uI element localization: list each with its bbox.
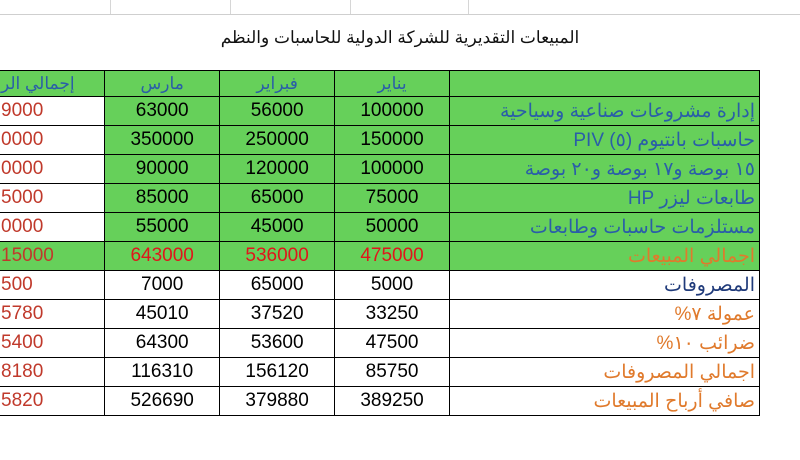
- total-value: 8180: [1, 361, 44, 382]
- cell-jan[interactable]: 389250: [335, 387, 450, 416]
- cell-jan[interactable]: 50000: [335, 213, 450, 242]
- total-value: 0000: [1, 216, 44, 237]
- cell-feb[interactable]: 53600: [220, 329, 335, 358]
- cell-mar[interactable]: 85000: [105, 184, 220, 213]
- table-row: [0, 213, 760, 242]
- cell-jan[interactable]: 85750: [335, 358, 450, 387]
- cell-label[interactable]: ضرائب ١٠%: [450, 329, 760, 358]
- cell-jan[interactable]: 475000: [335, 242, 450, 271]
- cell-total[interactable]: [0, 271, 105, 300]
- cell-jan[interactable]: 33250: [335, 300, 450, 329]
- total-value: 5780: [1, 303, 44, 324]
- cell-jan[interactable]: 150000: [335, 126, 450, 155]
- table-row: [0, 242, 760, 271]
- table-row: [0, 97, 760, 126]
- cell-jan[interactable]: 100000: [335, 155, 450, 184]
- cell-total[interactable]: [0, 155, 105, 184]
- cell-jan[interactable]: 100000: [335, 97, 450, 126]
- cell-label[interactable]: اجمالي المصروفات: [450, 358, 760, 387]
- cell-total[interactable]: [0, 242, 105, 271]
- total-value: 500: [1, 274, 33, 295]
- cell-feb[interactable]: 37520: [220, 300, 335, 329]
- cell-label[interactable]: عمولة ٧%: [450, 300, 760, 329]
- cell-mar[interactable]: 64300: [105, 329, 220, 358]
- table-row: [0, 387, 760, 416]
- header-row: [0, 71, 760, 97]
- cell-feb[interactable]: 56000: [220, 97, 335, 126]
- table-row: [0, 329, 760, 358]
- header-feb[interactable]: فبراير: [220, 71, 335, 97]
- cell-label[interactable]: حاسبات بانتيوم (٥) PIV: [450, 126, 760, 155]
- cell-feb[interactable]: 120000: [220, 155, 335, 184]
- cell-mar[interactable]: 7000: [105, 271, 220, 300]
- cell-label[interactable]: إدارة مشروعات صناعية وسياحية: [450, 97, 760, 126]
- cell-feb[interactable]: 65000: [220, 184, 335, 213]
- cell-total[interactable]: [0, 358, 105, 387]
- total-value: 5400: [1, 332, 44, 353]
- cell-mar[interactable]: 350000: [105, 126, 220, 155]
- cell-jan[interactable]: 47500: [335, 329, 450, 358]
- total-value: 0000: [1, 129, 44, 150]
- column-gridlines: [0, 0, 800, 15]
- cell-feb[interactable]: 156120: [220, 358, 335, 387]
- total-value: 5820: [1, 390, 44, 411]
- header-total-cell[interactable]: [0, 71, 105, 97]
- table-row: [0, 184, 760, 213]
- cell-jan[interactable]: 75000: [335, 184, 450, 213]
- cell-mar[interactable]: 55000: [105, 213, 220, 242]
- sales-table: [0, 70, 760, 416]
- table-row: [0, 126, 760, 155]
- cell-label[interactable]: مستلزمات حاسبات وطابعات: [450, 213, 760, 242]
- cell-mar[interactable]: 63000: [105, 97, 220, 126]
- cell-mar[interactable]: 116310: [105, 358, 220, 387]
- cell-mar[interactable]: 45010: [105, 300, 220, 329]
- total-value: 9000: [1, 100, 44, 121]
- cell-label[interactable]: صافي أرباح المبيعات: [450, 387, 760, 416]
- cell-total[interactable]: [0, 329, 105, 358]
- sheet-title: المبيعات التقديرية للشركة الدولية للحاسبات والنظم: [220, 28, 580, 47]
- cell-jan[interactable]: 5000: [335, 271, 450, 300]
- cell-label[interactable]: ١٥ بوصة و١٧ بوصة و٢٠ بوصة: [450, 155, 760, 184]
- cell-feb[interactable]: 536000: [220, 242, 335, 271]
- cell-mar[interactable]: 526690: [105, 387, 220, 416]
- table-row: [0, 358, 760, 387]
- cell-feb[interactable]: 379880: [220, 387, 335, 416]
- cell-total[interactable]: [0, 387, 105, 416]
- cell-feb[interactable]: 250000: [220, 126, 335, 155]
- cell-label[interactable]: المصروفات: [450, 271, 760, 300]
- header-label[interactable]: [450, 71, 760, 97]
- table-row: [0, 300, 760, 329]
- cell-feb[interactable]: 65000: [220, 271, 335, 300]
- table-row: [0, 271, 760, 300]
- total-value: 15000: [1, 245, 54, 266]
- cell-label[interactable]: اجمالي المبيعات: [450, 242, 760, 271]
- header-total: إجمالي الر: [1, 73, 75, 93]
- total-value: 0000: [1, 158, 44, 179]
- cell-total[interactable]: [0, 97, 105, 126]
- header-mar[interactable]: مارس: [105, 71, 220, 97]
- cell-mar[interactable]: 643000: [105, 242, 220, 271]
- cell-total[interactable]: [0, 184, 105, 213]
- total-value: 5000: [1, 187, 44, 208]
- cell-feb[interactable]: 45000: [220, 213, 335, 242]
- cell-label[interactable]: طابعات ليزر HP: [450, 184, 760, 213]
- cell-total[interactable]: [0, 126, 105, 155]
- cell-mar[interactable]: 90000: [105, 155, 220, 184]
- header-jan[interactable]: يناير: [335, 71, 450, 97]
- cell-total[interactable]: [0, 213, 105, 242]
- cell-total[interactable]: [0, 300, 105, 329]
- table-row: [0, 155, 760, 184]
